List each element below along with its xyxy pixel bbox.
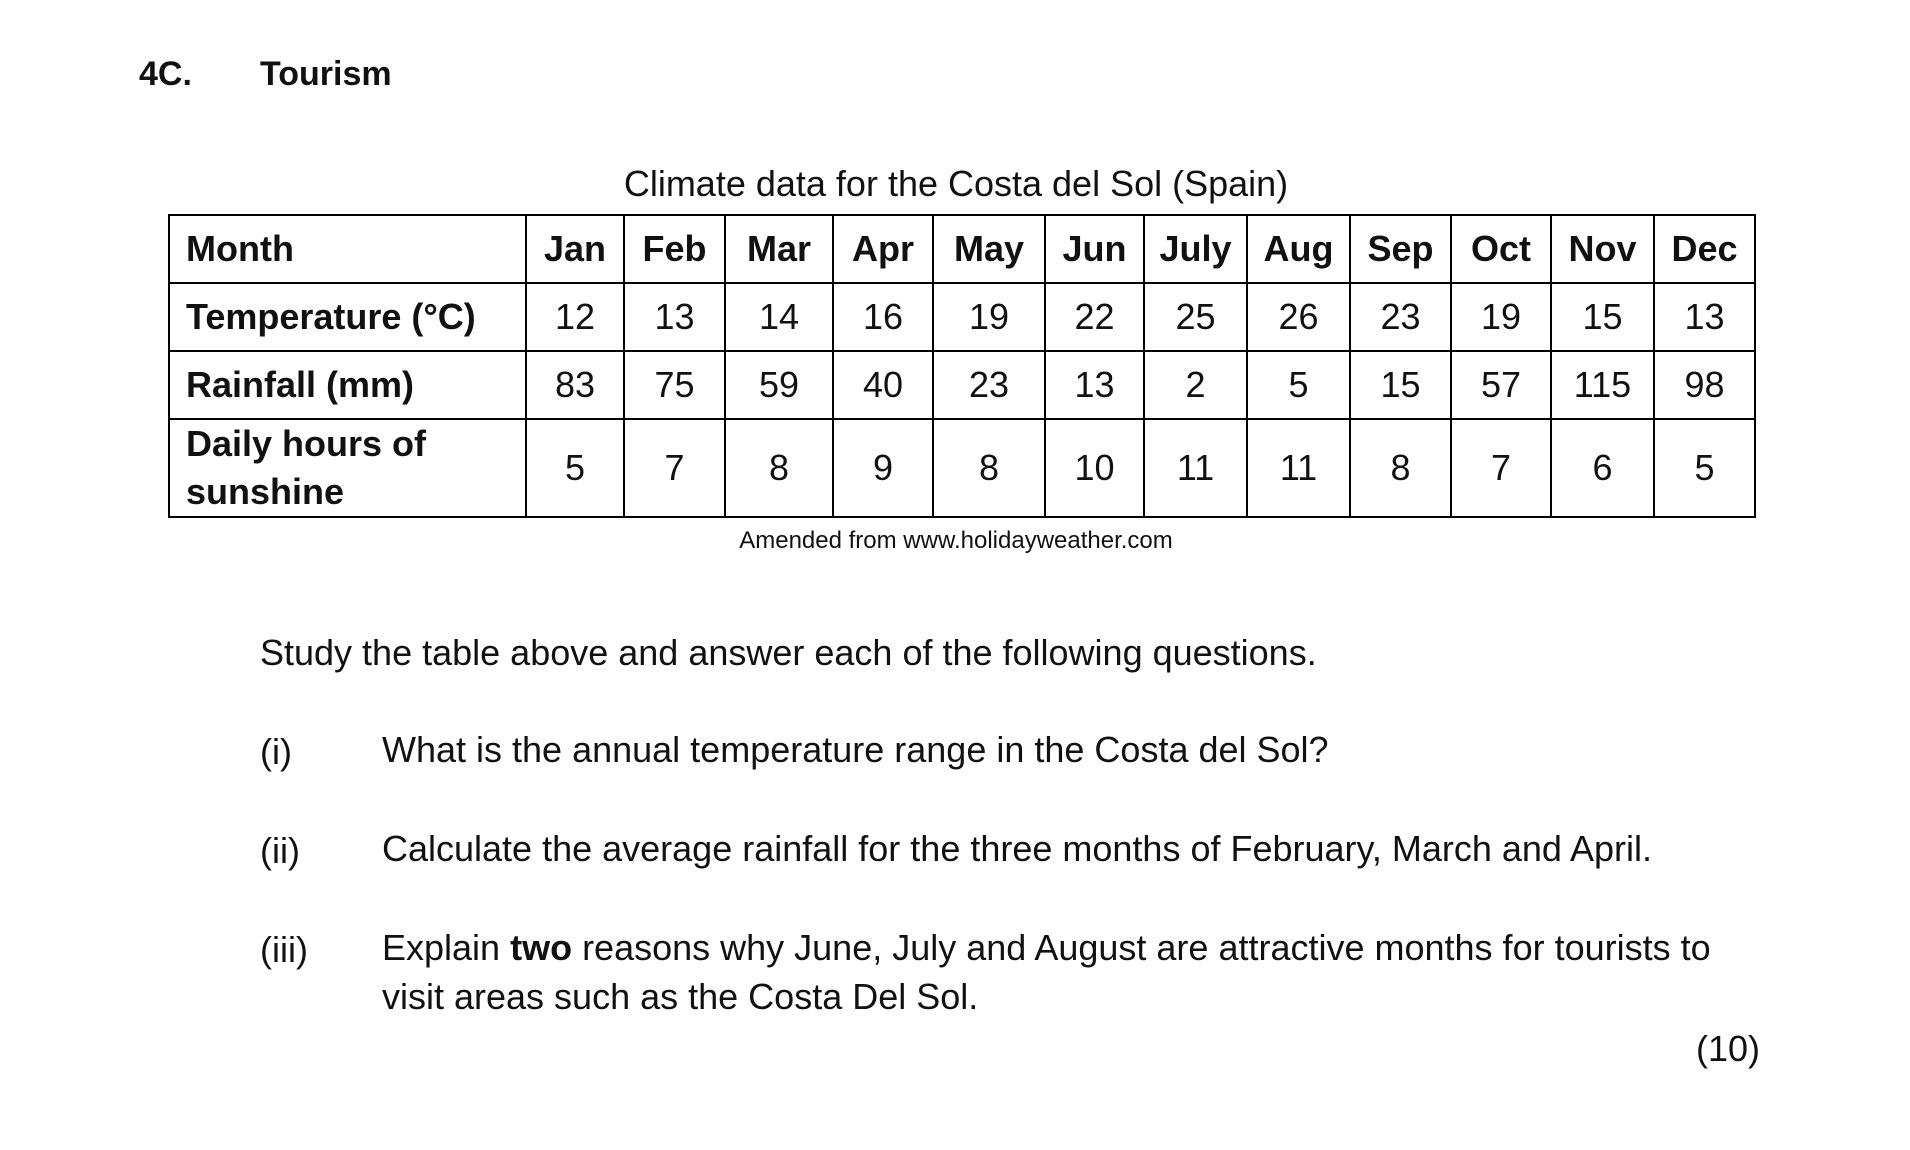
table-cell: 9 — [833, 419, 933, 517]
table-cell: 5 — [1654, 419, 1755, 517]
table-cell: 16 — [833, 283, 933, 351]
question-label-iii: (iii) — [260, 929, 308, 970]
table-cell: 22 — [1045, 283, 1144, 351]
table-cell: 11 — [1144, 419, 1247, 517]
table-cell: 25 — [1144, 283, 1247, 351]
table-row-rainfall — [169, 351, 1755, 419]
table-cell: 23 — [1350, 283, 1451, 351]
table-cell: 2 — [1144, 351, 1247, 419]
month-header: Feb — [624, 215, 725, 283]
month-header: Jun — [1045, 215, 1144, 283]
table-cell: 5 — [1247, 351, 1350, 419]
table-cell: 15 — [1350, 351, 1451, 419]
marks-allocation: (10) — [1695, 1028, 1760, 1069]
table-source: Amended from www.holidayweather.com — [739, 527, 1173, 554]
table-cell: 7 — [624, 419, 725, 517]
table-cell: 40 — [833, 351, 933, 419]
table-caption: Climate data for the Costa del Sol (Spain) — [623, 163, 1289, 204]
table-cell: 13 — [1654, 283, 1755, 351]
table-cell: 83 — [526, 351, 624, 419]
month-header: May — [933, 215, 1045, 283]
table-cell: 13 — [1045, 351, 1144, 419]
question-text-ii: Calculate the average rainfall for the three months of February, March and April. — [382, 828, 1652, 869]
month-header: Jan — [526, 215, 624, 283]
row-header-month: Month — [169, 215, 526, 283]
table-row-sunshine — [169, 419, 1755, 517]
month-header: Nov — [1551, 215, 1654, 283]
table-cell: 5 — [526, 419, 624, 517]
table-cell: 19 — [1451, 283, 1551, 351]
table-cell: 59 — [725, 351, 833, 419]
climate-table — [168, 214, 1756, 518]
table-cell: 75 — [624, 351, 725, 419]
month-header: Mar — [725, 215, 833, 283]
table-cell: 19 — [933, 283, 1045, 351]
month-header: Oct — [1451, 215, 1551, 283]
table-cell: 26 — [1247, 283, 1350, 351]
row-header-rainfall: Rainfall (mm) — [169, 351, 526, 419]
table-row-temperature — [169, 283, 1755, 351]
question-label-i: (i) — [260, 731, 292, 772]
table-header-row — [169, 215, 1755, 283]
table-cell: 14 — [725, 283, 833, 351]
table-cell: 13 — [624, 283, 725, 351]
question-text-part: reasons why June, July and August are attractive months for tourists to visit areas such as the Costa Del Sol. — [382, 927, 1711, 1017]
question-number: 4C. — [139, 55, 192, 93]
table-cell: 98 — [1654, 351, 1755, 419]
table-cell: 8 — [933, 419, 1045, 517]
row-header-sunshine: Daily hours of sunshine — [169, 419, 526, 517]
month-header: Dec — [1654, 215, 1755, 283]
question-text-i: What is the annual temperature range in the Costa del Sol? — [382, 729, 1329, 770]
table-cell: 115 — [1551, 351, 1654, 419]
table-cell: 8 — [725, 419, 833, 517]
month-header: Sep — [1350, 215, 1451, 283]
table-cell: 11 — [1247, 419, 1350, 517]
table-cell: 8 — [1350, 419, 1451, 517]
month-header: Apr — [833, 215, 933, 283]
table-cell: 57 — [1451, 351, 1551, 419]
question-text-iii — [382, 923, 1762, 1021]
row-header-temperature: Temperature (°C) — [169, 283, 526, 351]
section-title: Tourism — [260, 55, 392, 93]
table-cell: 6 — [1551, 419, 1654, 517]
table-cell: 12 — [526, 283, 624, 351]
table-cell: 23 — [933, 351, 1045, 419]
emphasis-word: two — [510, 927, 573, 968]
instructions-text: Study the table above and answer each of the following questions. — [260, 632, 1317, 673]
month-header: July — [1144, 215, 1247, 283]
question-text-part: Explain — [382, 927, 511, 968]
table-cell: 15 — [1551, 283, 1654, 351]
table-cell: 7 — [1451, 419, 1551, 517]
table-cell: 10 — [1045, 419, 1144, 517]
month-header: Aug — [1247, 215, 1350, 283]
question-label-ii: (ii) — [260, 830, 300, 871]
